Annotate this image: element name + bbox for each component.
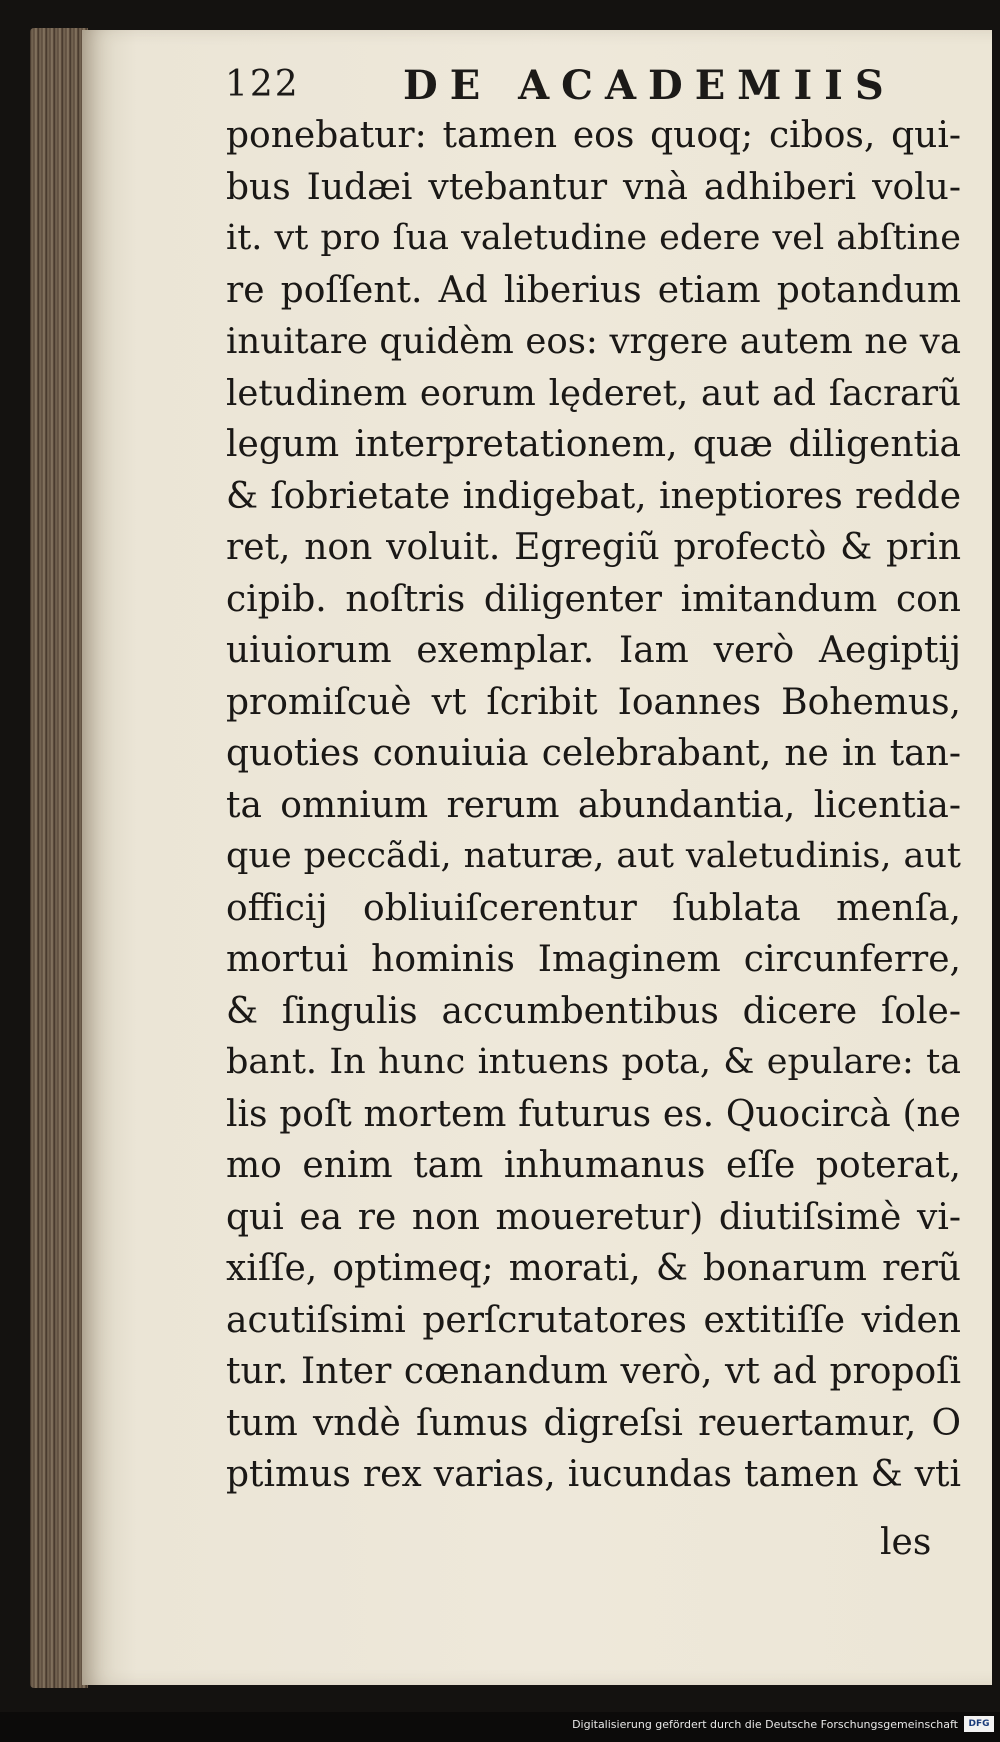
dfg-logo-icon: DFG [964,1716,994,1732]
text-line: ret, non voluit. Egregiũ profectò & prin [226,527,961,568]
text-line: qui ea re non moueretur) diutiſsimè vi- [226,1196,961,1238]
text-block [226,110,961,1501]
running-head [145,62,965,109]
text-line: uiuiorum exemplar. Iam verò Aegiptij [226,630,961,671]
text-line: letudinem eorum lęderet, aut ad ſacrarũ [226,372,961,414]
text-line: lis poſt mortem futurus es. Quocircà (ne [226,1093,961,1135]
catchword: les [880,1522,932,1563]
text-line: ta omnium rerum abundantia, licentia- [226,784,961,826]
digitization-credit: Digitalisierung gefördert durch die Deutsche Forschungsgemeinschaft [572,1718,958,1731]
text-line: it. vt pro ſua valetudine edere vel abſtine [226,218,961,258]
text-line: ptimus rex varias, iucundas tamen & vti [226,1454,961,1495]
text-line: que peccãdi, naturæ, aut valetudinis, aut [226,836,961,876]
text-line: mortui hominis Imaginem circunferre, [226,939,961,980]
text-line: xiſſe, optimeq; morati, & bonarum rerũ [226,1248,961,1289]
running-title: DE ACADEMIIS [403,62,896,109]
text-line: legum interpretationem, quæ diligentia [226,424,961,465]
text-line: mo enim tam inhumanus eſſe poterat, [226,1145,961,1186]
text-line: quoties conuiuia celebrabant, ne in tan- [226,733,961,774]
book-page-edges [30,28,88,1688]
text-line: tum vndè ſumus digreſsi reuertamur, O [226,1402,961,1444]
text-line: tur. Inter cœnandum verò, vt ad propoſi [226,1351,961,1392]
text-line: re poſſent. Ad liberius etiam potandum [226,269,961,311]
text-line: ponebatur: tamen eos quoq; cibos, qui- [226,115,961,156]
text-line: & ſingulis accumbentibus dicere ſole- [226,990,961,1032]
text-line: bus Iudæi vtebantur vnà adhiberi volu- [226,166,961,208]
text-line: cipib. noſtris diligenter imitandum con [226,578,961,620]
text-line: officij obliuiſcerentur ſublata menſa, [226,887,961,929]
text-line: acutiſsimi perſcrutatores extitiſſe viden [226,1299,961,1341]
page-number: 122 [225,64,300,105]
text-line: & ſobrietate indigebat, ineptiores redde [226,475,961,517]
text-line: bant. In hunc intuens pota, & epulare: ta [226,1042,961,1082]
text-line: inuitare quidèm eos: vrgere autem ne va [226,321,961,362]
text-line: promiſcuè vt ſcribit Ioannes Bohemus, [226,681,961,723]
